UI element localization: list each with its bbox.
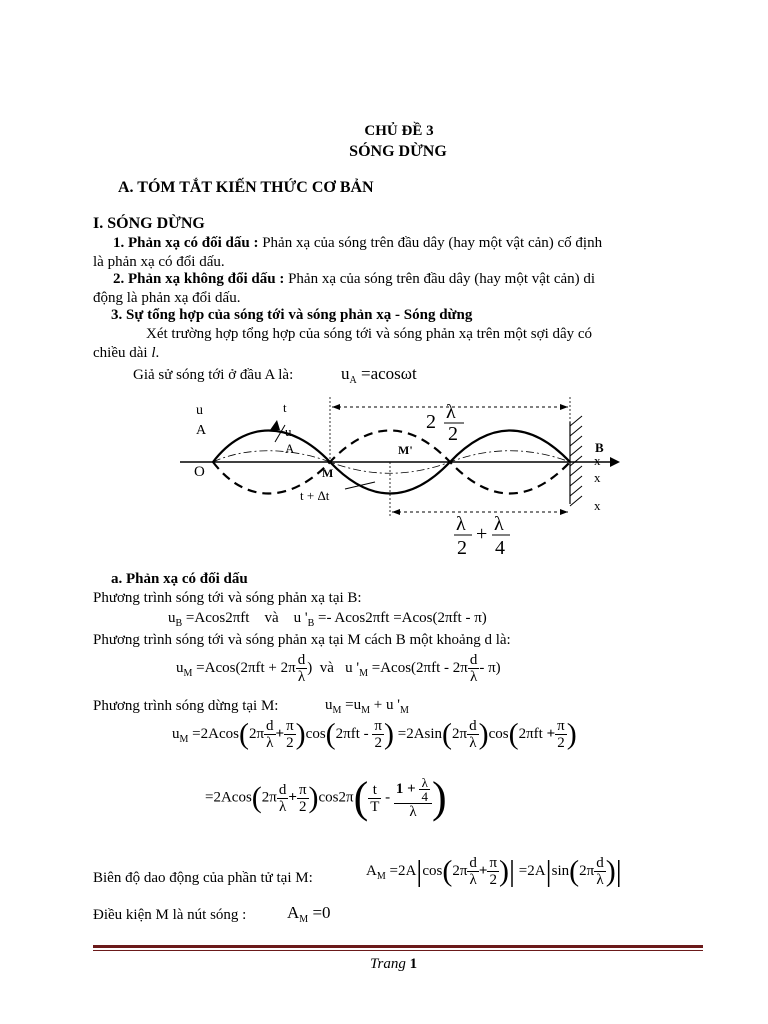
bottom-lambda1: λ <box>456 513 466 535</box>
page-title: SÓNG DỪNG <box>349 143 447 160</box>
label-B: B <box>595 440 604 455</box>
item3-text2b: l <box>151 345 156 361</box>
label-x1: x <box>594 453 601 468</box>
item1-label: 1. Phản xạ có đối dấu : <box>113 235 259 251</box>
footer-rule-top <box>93 945 703 948</box>
node-condition-text: Điều kiện M là nút sóng : <box>93 907 247 923</box>
top-two: 2 <box>448 423 458 445</box>
eq-standing-1: $u_M =2Acos(2\pi$ $\frac{d}{\lambda}$ + $\frac{\pi}{2}$ )cos(2πft - $\frac{\pi}{2}$ ) =2Asin(2π $\frac{d}{\lambda}$ )cos(2πft + $\frac{\pi}{2}$ ) <box>172 717 577 751</box>
eq-standing-2: =2Acos(2π $\frac{d}{\lambda}$ + $\frac{\pi}{2}$ )cos2π( $\frac{t}{T}$ - 1 + $\frac{\lambda}{4}$ λ ) <box>205 773 447 822</box>
item3-text1: Xét trường hợp tổng hợp của sóng tới và sóng phản xạ trên một sợi dây có <box>146 326 593 342</box>
section-1-heading: I. SÓNG DỪNG <box>93 215 205 232</box>
item2-text1: Phản xạ của sóng trên đầu dây (hay một vật cản) di <box>284 271 596 287</box>
label-u: u <box>196 403 203 418</box>
section-a-heading: A. TÓM TẮT KIẾN THỨC CƠ BẢN <box>118 179 374 196</box>
label-M: M <box>322 466 334 480</box>
item3-label: 3. Sự tổng hợp của sóng tới và sóng phản xạ - Sóng dừng <box>111 307 473 323</box>
eq-at-M: $u_M =Acos(2\pi ft + 2\pi$ $\frac{d}{\lambda}$ ) và u '$_M =Acos(2\pi ft - 2\pi$ $\frac{d}{\lambda}$ - π) <box>176 652 501 685</box>
item1-text1: Phản xạ của sóng trên đầu dây (hay một vật cản) cố định <box>258 235 603 251</box>
label-A: A <box>196 423 207 438</box>
label-O: O <box>194 464 205 480</box>
amplitude-text: Biên độ dao động của phần tử tại M: <box>93 870 313 886</box>
half-wave-coef: 2 <box>426 411 436 433</box>
item2-label: 2. Phản xạ không đổi dấu : <box>113 271 285 287</box>
bottom-two: 2 <box>457 537 467 559</box>
standing-wave-figure <box>170 392 630 570</box>
eq-sum: $u_M =u_M + u$ '$_M$ <box>325 697 409 716</box>
label-t: t <box>283 400 287 415</box>
label-t-dt: t + Δt <box>300 488 330 503</box>
topic-label: CHỦ ĐỀ 3 <box>364 123 434 139</box>
bottom-four: 4 <box>495 537 505 559</box>
eq-node: $A_M =0$ <box>287 903 331 925</box>
bottom-lambda2: λ <box>494 513 504 535</box>
item3-text2a: chiều dài <box>93 345 152 361</box>
part-a-line2: Phương trình sóng tới và sóng phản xạ tại M cách B một khoảng d là: <box>93 632 511 648</box>
bottom-plus: + <box>476 523 488 545</box>
label-u2: u <box>285 424 292 439</box>
part-a-title: a. Phản xạ có đối dấu <box>111 571 248 587</box>
page-number: Trang 1 <box>370 956 418 972</box>
item3-paragraph <box>93 325 702 363</box>
item1-paragraph <box>93 234 702 272</box>
item3-text2c: . <box>155 345 160 361</box>
eq-amplitude: $A_M =2A|\cos(2\pi$ $\frac{d}{\lambda}$ + $\frac{\pi}{2}$ )| =2A|sin(2π $\frac{d}{\lambda}$ )| <box>366 854 622 888</box>
item2-text2: động là phản xạ đổi dấu. <box>93 290 241 306</box>
top-lambda: λ <box>446 401 456 423</box>
assume-equation: $u_A =acos\omega t$ <box>341 364 417 386</box>
label-x3: x <box>594 498 601 513</box>
assume-text: Giả sử sóng tới ở đầu A là: <box>133 367 294 383</box>
item2-paragraph <box>93 270 702 308</box>
label-A2: A <box>285 441 295 456</box>
eq-at-B: $u_B =Acos2\pi ft$ và u '$_B =- Acos2\pi ft =Acos(2\pi ft - \pi)$ <box>168 610 487 629</box>
item1-text2: là phản xạ có đổi dấu. <box>93 254 225 270</box>
label-x2: x <box>594 470 601 485</box>
footer-rule-bottom <box>93 950 703 951</box>
part-a-line3: Phương trình sóng dừng tại M: <box>93 698 279 714</box>
label-Mprime: M' <box>398 443 413 457</box>
part-a-line1: Phương trình sóng tới và sóng phản xạ tại B: <box>93 590 362 606</box>
